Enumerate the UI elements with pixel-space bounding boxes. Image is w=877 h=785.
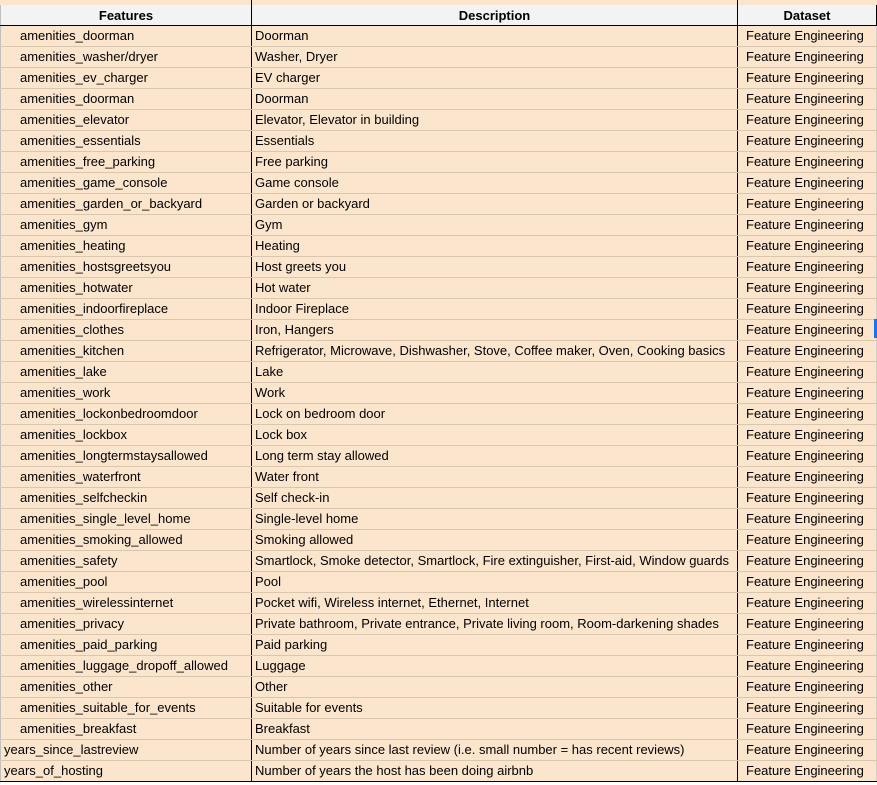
description-cell[interactable]: Smartlock, Smoke detector, Smartlock, Fire extinguisher, First-aid, Window guards <box>252 551 738 572</box>
description-cell[interactable]: Refrigerator, Microwave, Dishwasher, Stove, Coffee maker, Oven, Cooking basics <box>252 341 738 362</box>
description-cell[interactable]: Elevator, Elevator in building <box>252 110 738 131</box>
feature-cell[interactable]: amenities_doorman <box>1 26 252 47</box>
description-cell[interactable]: Breakfast <box>252 719 738 740</box>
dataset-cell[interactable]: Feature Engineering <box>738 341 877 362</box>
description-cell[interactable]: Heating <box>252 236 738 257</box>
table-row <box>1 152 877 173</box>
dataset-cell[interactable]: Feature Engineering <box>738 656 877 677</box>
description-cell[interactable]: Lake <box>252 362 738 383</box>
feature-cell[interactable]: amenities_kitchen <box>1 341 252 362</box>
description-cell[interactable]: Indoor Fireplace <box>252 299 738 320</box>
table-row <box>1 215 877 236</box>
feature-cell[interactable]: amenities_garden_or_backyard <box>1 194 252 215</box>
table-row <box>1 131 877 152</box>
description-cell[interactable]: Iron, Hangers <box>252 320 738 341</box>
table-row <box>1 719 877 740</box>
table-row <box>1 299 877 320</box>
dataset-cell[interactable]: Feature Engineering <box>738 278 877 299</box>
description-cell[interactable]: EV charger <box>252 68 738 89</box>
header-row <box>1 5 877 26</box>
table-row <box>1 593 877 614</box>
feature-cell[interactable]: amenities_ev_charger <box>1 68 252 89</box>
dataset-cell[interactable]: Feature Engineering <box>738 488 877 509</box>
feature-cell[interactable]: amenities_doorman <box>1 89 252 110</box>
dataset-cell[interactable]: Feature Engineering <box>738 677 877 698</box>
feature-cell[interactable]: amenities_other <box>1 677 252 698</box>
feature-cell[interactable]: amenities_hotwater <box>1 278 252 299</box>
dataset-cell[interactable]: Feature Engineering <box>738 719 877 740</box>
feature-cell[interactable]: amenities_washer/dryer <box>1 47 252 68</box>
description-cell[interactable]: Washer, Dryer <box>252 47 738 68</box>
feature-cell[interactable]: amenities_breakfast <box>1 719 252 740</box>
dataset-cell[interactable]: Feature Engineering <box>738 635 877 656</box>
dataset-cell[interactable]: Feature Engineering <box>738 761 877 782</box>
dataset-cell[interactable]: Feature Engineering <box>738 257 877 278</box>
feature-cell[interactable]: amenities_work <box>1 383 252 404</box>
table-row <box>1 467 877 488</box>
feature-cell[interactable]: amenities_lockonbedroomdoor <box>1 404 252 425</box>
dataset-cell[interactable]: Feature Engineering <box>738 383 877 404</box>
dataset-cell[interactable]: Feature Engineering <box>738 236 877 257</box>
table-row <box>1 656 877 677</box>
description-cell[interactable]: Free parking <box>252 152 738 173</box>
description-cell[interactable]: Garden or backyard <box>252 194 738 215</box>
dataset-cell[interactable]: Feature Engineering <box>738 446 877 467</box>
dataset-cell[interactable]: Feature Engineering <box>738 68 877 89</box>
dataset-cell[interactable]: Feature Engineering <box>738 740 877 761</box>
table-row <box>1 26 877 47</box>
table-row <box>1 47 877 68</box>
dataset-cell[interactable]: Feature Engineering <box>738 131 877 152</box>
table-row <box>1 278 877 299</box>
table-row <box>1 173 877 194</box>
dataset-cell[interactable]: Feature Engineering <box>738 593 877 614</box>
dataset-cell[interactable]: Feature Engineering <box>738 299 877 320</box>
description-cell[interactable]: Lock on bedroom door <box>252 404 738 425</box>
header-dataset[interactable]: Dataset <box>738 5 877 26</box>
table-row <box>1 677 877 698</box>
table-row <box>1 320 877 341</box>
description-cell[interactable]: Gym <box>252 215 738 236</box>
dataset-cell[interactable]: Feature Engineering <box>738 110 877 131</box>
feature-cell[interactable]: amenities_paid_parking <box>1 635 252 656</box>
description-cell[interactable]: Long term stay allowed <box>252 446 738 467</box>
dataset-cell[interactable]: Feature Engineering <box>738 404 877 425</box>
description-cell[interactable]: Other <box>252 677 738 698</box>
feature-cell[interactable]: amenities_lockbox <box>1 425 252 446</box>
dataset-cell[interactable]: Feature Engineering <box>738 215 877 236</box>
table-row <box>1 425 877 446</box>
description-cell[interactable]: Suitable for events <box>252 698 738 719</box>
description-cell[interactable]: Smoking allowed <box>252 530 738 551</box>
description-cell[interactable]: Private bathroom, Private entrance, Private living room, Room-darkening shades <box>252 614 738 635</box>
description-cell[interactable]: Pool <box>252 572 738 593</box>
table-row <box>1 551 877 572</box>
dataset-cell[interactable]: Feature Engineering <box>738 173 877 194</box>
description-cell[interactable]: Number of years since last review (i.e. small number = has recent reviews) <box>252 740 738 761</box>
header-features[interactable]: Features <box>1 5 252 26</box>
feature-cell[interactable]: amenities_waterfront <box>1 467 252 488</box>
description-cell[interactable]: Single-level home <box>252 509 738 530</box>
table-row <box>1 404 877 425</box>
feature-cell[interactable]: amenities_safety <box>1 551 252 572</box>
feature-cell[interactable]: amenities_smoking_allowed <box>1 530 252 551</box>
features-table <box>0 5 877 782</box>
dataset-cell[interactable]: Feature Engineering <box>738 551 877 572</box>
table-row <box>1 341 877 362</box>
feature-cell[interactable]: amenities_wirelessinternet <box>1 593 252 614</box>
feature-cell[interactable]: amenities_clothes <box>1 320 252 341</box>
table-row <box>1 698 877 719</box>
dataset-cell[interactable]: Feature Engineering <box>738 509 877 530</box>
table-row <box>1 194 877 215</box>
table-row <box>1 383 877 404</box>
feature-cell[interactable]: amenities_longtermstaysallowed <box>1 446 252 467</box>
description-cell[interactable]: Self check-in <box>252 488 738 509</box>
dataset-cell[interactable]: Feature Engineering <box>738 572 877 593</box>
description-cell[interactable]: Hot water <box>252 278 738 299</box>
table-row <box>1 257 877 278</box>
table-row <box>1 362 877 383</box>
header-description[interactable]: Description <box>252 5 738 26</box>
table-row <box>1 530 877 551</box>
feature-cell[interactable]: amenities_single_level_home <box>1 509 252 530</box>
feature-cell[interactable]: amenities_gym <box>1 215 252 236</box>
dataset-cell[interactable]: Feature Engineering <box>738 425 877 446</box>
dataset-cell[interactable]: Feature Engineering <box>738 614 877 635</box>
table-row <box>1 110 877 131</box>
feature-cell[interactable]: amenities_free_parking <box>1 152 252 173</box>
table-row <box>1 488 877 509</box>
feature-cell[interactable]: amenities_pool <box>1 572 252 593</box>
feature-cell[interactable]: amenities_privacy <box>1 614 252 635</box>
table-row <box>1 614 877 635</box>
description-cell[interactable]: Pocket wifi, Wireless internet, Ethernet, Internet <box>252 593 738 614</box>
feature-cell[interactable]: amenities_lake <box>1 362 252 383</box>
feature-cell[interactable]: years_of_hosting <box>1 761 252 782</box>
feature-cell[interactable]: amenities_hostsgreetsyou <box>1 257 252 278</box>
dataset-cell[interactable]: Feature Engineering <box>738 194 877 215</box>
dataset-cell[interactable]: Feature Engineering <box>738 26 877 47</box>
dataset-cell[interactable]: Feature Engineering <box>738 320 877 341</box>
feature-cell[interactable]: amenities_elevator <box>1 110 252 131</box>
description-cell[interactable]: Essentials <box>252 131 738 152</box>
table-row <box>1 89 877 110</box>
description-cell[interactable]: Water front <box>252 467 738 488</box>
table-row <box>1 236 877 257</box>
description-cell[interactable]: Doorman <box>252 26 738 47</box>
description-cell[interactable]: Work <box>252 383 738 404</box>
table-row <box>1 635 877 656</box>
feature-cell[interactable]: amenities_game_console <box>1 173 252 194</box>
dataset-cell[interactable]: Feature Engineering <box>738 698 877 719</box>
feature-cell[interactable]: amenities_luggage_dropoff_allowed <box>1 656 252 677</box>
dataset-cell[interactable]: Feature Engineering <box>738 47 877 68</box>
table-body <box>1 26 877 782</box>
feature-cell[interactable]: amenities_suitable_for_events <box>1 698 252 719</box>
dataset-cell[interactable]: Feature Engineering <box>738 530 877 551</box>
table-row <box>1 446 877 467</box>
description-cell[interactable]: Paid parking <box>252 635 738 656</box>
dataset-cell[interactable]: Feature Engineering <box>738 362 877 383</box>
description-cell[interactable]: Luggage <box>252 656 738 677</box>
description-cell[interactable]: Host greets you <box>252 257 738 278</box>
feature-cell[interactable]: amenities_selfcheckin <box>1 488 252 509</box>
feature-cell[interactable]: years_since_lastreview <box>1 740 252 761</box>
description-cell[interactable]: Number of years the host has been doing airbnb <box>252 761 738 782</box>
table-row <box>1 740 877 761</box>
feature-cell[interactable]: amenities_indoorfireplace <box>1 299 252 320</box>
dataset-cell[interactable]: Feature Engineering <box>738 467 877 488</box>
dataset-cell[interactable]: Feature Engineering <box>738 89 877 110</box>
feature-cell[interactable]: amenities_heating <box>1 236 252 257</box>
table-row <box>1 572 877 593</box>
description-cell[interactable]: Game console <box>252 173 738 194</box>
table-row <box>1 68 877 89</box>
feature-cell[interactable]: amenities_essentials <box>1 131 252 152</box>
dataset-cell[interactable]: Feature Engineering <box>738 152 877 173</box>
table-row <box>1 509 877 530</box>
description-cell[interactable]: Lock box <box>252 425 738 446</box>
table-row <box>1 761 877 782</box>
description-cell[interactable]: Doorman <box>252 89 738 110</box>
